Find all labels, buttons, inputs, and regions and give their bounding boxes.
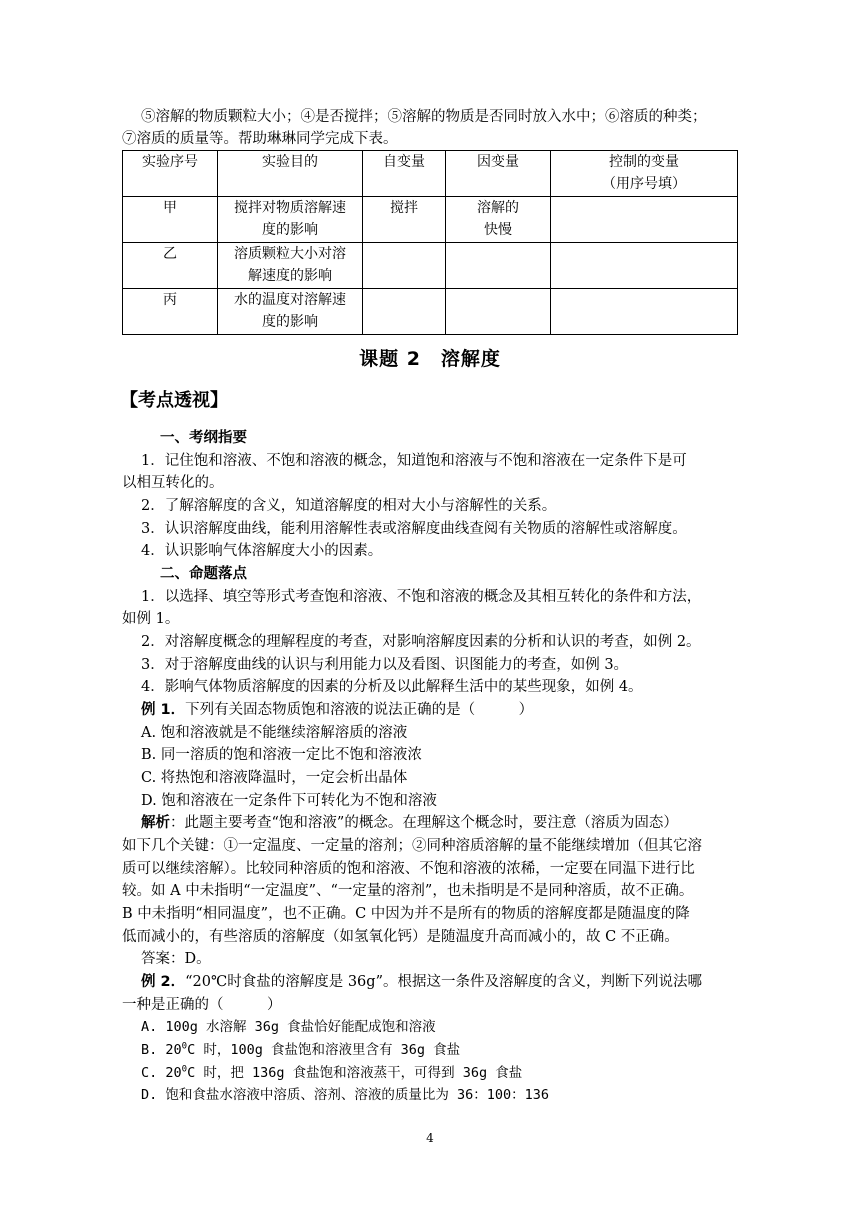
row-controlled[interactable] bbox=[551, 197, 738, 243]
example-2-label: 例 2． bbox=[141, 974, 186, 990]
example-2-text: “20℃时食盐的溶解度是 36g”。根据这一条件及溶解度的含义，判断下列说法哪 bbox=[185, 974, 702, 990]
example-1-answer: 答案：D。 bbox=[141, 951, 211, 967]
example-2-option-d: D. 饱和食盐水溶液中溶质、溶剂、溶液的质量比为 36：100：136 bbox=[141, 1087, 550, 1103]
analysis-text: ：此题主要考查“饱和溶液”的概念。在理解这个概念时，要注意（溶质为固态） bbox=[170, 815, 678, 831]
row-controlled[interactable] bbox=[551, 289, 738, 335]
row-dependent[interactable] bbox=[446, 243, 551, 289]
option-text: B. 20 bbox=[141, 1042, 182, 1058]
analysis-line-1 bbox=[141, 813, 678, 833]
purpose-line: 度的影响 bbox=[262, 222, 318, 238]
row-controlled[interactable] bbox=[551, 243, 738, 289]
point-1b: 如例 1。 bbox=[122, 611, 180, 627]
row-id: 乙 bbox=[123, 243, 218, 289]
outline-item-3: 3．认识溶解度曲线，能利用溶解性表或溶解度曲线查阅有关物质的溶解性或溶解度。 bbox=[141, 521, 687, 537]
subheading-outline: 一、考纲指要 bbox=[160, 430, 247, 446]
purpose-line: 溶质颗粒大小对溶 bbox=[234, 246, 346, 262]
row-purpose bbox=[218, 289, 363, 335]
point-2: 2．对溶解度概念的理解程度的考查，对影响溶解度因素的分析和认识的考查，如例 2。 bbox=[141, 634, 701, 650]
header-cell: 自变量 bbox=[363, 151, 446, 197]
example-2-option-a: A. 100g 水溶解 36g 食盐恰好能配成饱和溶液 bbox=[141, 1019, 436, 1035]
outline-item-4: 4．认识影响气体溶解度大小的因素。 bbox=[141, 543, 383, 559]
table-header-row bbox=[123, 151, 738, 197]
section-heading: 【考点透视】 bbox=[120, 390, 228, 411]
analysis-label: 解析 bbox=[141, 815, 170, 831]
point-1a: 1．以选择、填空等形式考查饱和溶液、不饱和溶液的概念及其相互转化的条件和方法， bbox=[141, 589, 702, 605]
example-2-question-2: 一种是正确的（ ） bbox=[122, 997, 282, 1013]
subheading-points: 二、命题落点 bbox=[160, 566, 247, 582]
row-independent[interactable] bbox=[363, 289, 446, 335]
header-cell: 因变量 bbox=[446, 151, 551, 197]
outline-item-1a: 1．记住饱和溶液、不饱和溶液的概念，知道饱和溶液与不饱和溶液在一定条件下是可 bbox=[141, 453, 687, 469]
purpose-line: 水的温度对溶解速 bbox=[234, 292, 346, 308]
example-1-option-a: A. 饱和溶液就是不能继续溶解溶质的溶液 bbox=[141, 725, 408, 741]
analysis-line-3: 质可以继续溶解）。比较同种溶质的饱和溶液、不饱和溶液的浓稀，一定要在同温下进行比 bbox=[122, 861, 695, 877]
row-independent[interactable] bbox=[363, 243, 446, 289]
example-1-label: 例 1． bbox=[141, 702, 186, 718]
analysis-line-2: 如下几个关键：①一定温度、一定量的溶剂；②同种溶质溶解的量不能继续增加（但其它溶 bbox=[122, 838, 702, 854]
purpose-line: 解速度的影响 bbox=[248, 268, 332, 284]
experiment-table bbox=[122, 150, 738, 335]
intro-line-1: ⑤溶解的物质颗粒大小；④是否搅拌；⑤溶解的物质是否同时放入水中；⑥溶质的种类； bbox=[141, 109, 707, 125]
table-row bbox=[123, 243, 738, 289]
option-text: C 时，100g 食盐饱和溶液里含有 36g 食盐 bbox=[187, 1042, 461, 1058]
dependent-line: 溶解的 bbox=[477, 200, 519, 216]
purpose-line: 度的影响 bbox=[262, 314, 318, 330]
page-number: 4 bbox=[426, 1131, 434, 1145]
row-purpose bbox=[218, 243, 363, 289]
table-row bbox=[123, 289, 738, 335]
option-text: C 时，把 136g 食盐饱和溶液蒸干，可得到 36g 食盐 bbox=[187, 1065, 523, 1081]
analysis-line-4: 较。如 A 中未指明“一定温度”、“一定量的溶剂”，也未指明是不是同种溶质，故不正确。 bbox=[122, 883, 694, 899]
example-2-question-1 bbox=[141, 972, 702, 992]
purpose-line: 搅拌对物质溶解速 bbox=[234, 200, 346, 216]
example-2-option-c bbox=[141, 1063, 522, 1083]
dependent-line: 快慢 bbox=[484, 222, 512, 238]
superscript: 0 bbox=[181, 1041, 188, 1052]
row-id: 丙 bbox=[123, 289, 218, 335]
row-dependent bbox=[446, 197, 551, 243]
outline-item-2: 2．了解溶解度的含义，知道溶解度的相对大小与溶解性的关系。 bbox=[141, 498, 557, 514]
option-text: C. 20 bbox=[141, 1065, 182, 1081]
outline-item-1b: 以相互转化的。 bbox=[122, 475, 224, 491]
example-1-question bbox=[141, 700, 533, 720]
point-3: 3．对于溶解度曲线的认识与利用能力以及看图、识图能力的考查，如例 3。 bbox=[141, 657, 629, 673]
row-id: 甲 bbox=[123, 197, 218, 243]
header-sublabel: （用序号填） bbox=[602, 176, 686, 192]
header-label: 控制的变量 bbox=[609, 154, 679, 170]
table-row bbox=[123, 197, 738, 243]
example-1-text: 下列有关固态物质饱和溶液的说法正确的是（ ） bbox=[185, 702, 534, 718]
header-cell: 实验序号 bbox=[123, 151, 218, 197]
header-cell-controlled bbox=[551, 151, 738, 197]
example-2-option-b bbox=[141, 1040, 460, 1060]
row-purpose bbox=[218, 197, 363, 243]
example-1-option-c: C. 将热饱和溶液降温时，一定会析出晶体 bbox=[141, 770, 408, 786]
intro-line-2: ⑦溶质的质量等。帮助琳琳同学完成下表。 bbox=[122, 131, 398, 147]
row-independent: 搅拌 bbox=[363, 197, 446, 243]
row-dependent[interactable] bbox=[446, 289, 551, 335]
header-cell: 实验目的 bbox=[218, 151, 363, 197]
page-title: 课题 2 溶解度 bbox=[359, 348, 501, 370]
analysis-line-5: B 中未指明“相同温度”，也不正确。C 中因为并不是所有的物质的溶解度都是随温度的降 bbox=[122, 906, 690, 922]
superscript: 0 bbox=[181, 1064, 188, 1075]
example-1-option-d: D. 饱和溶液在一定条件下可转化为不饱和溶液 bbox=[141, 793, 437, 809]
point-4: 4．影响气体物质溶解度的因素的分析及以此解释生活中的某些现象，如例 4。 bbox=[141, 679, 643, 695]
example-1-option-b: B. 同一溶质的饱和溶液一定比不饱和溶液浓 bbox=[141, 747, 422, 763]
analysis-line-6: 低而减小的，有些溶质的溶解度（如氢氧化钙）是随温度升高而减小的，故 C 不正确。 bbox=[122, 929, 679, 945]
